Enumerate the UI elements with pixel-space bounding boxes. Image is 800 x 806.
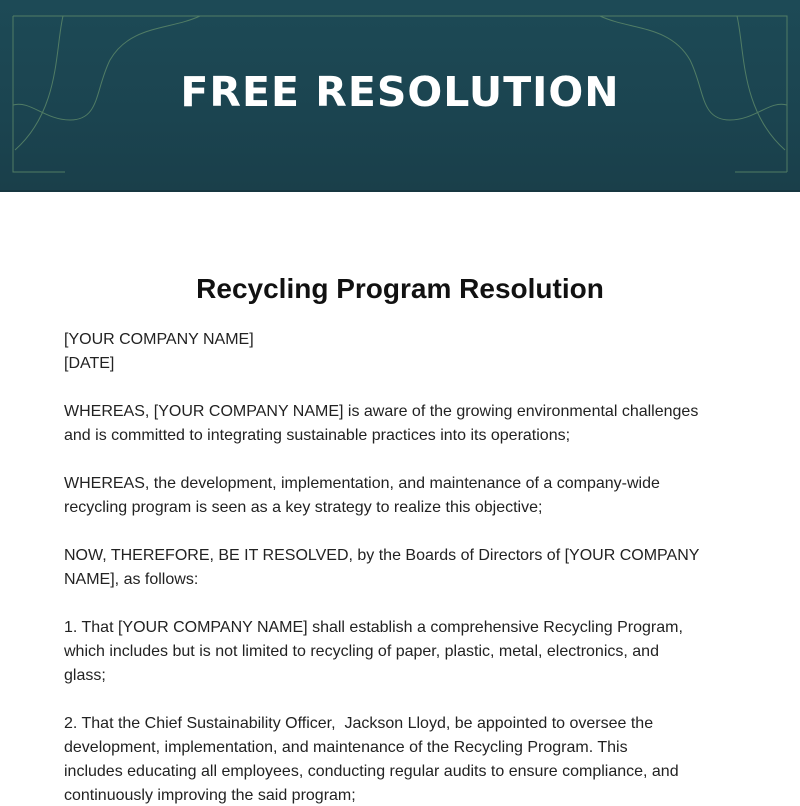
whereas-1-line-2: and is committed to integrating sustainable practices into its operations;: [64, 427, 571, 444]
resolved-line-2: NAME], as follows:: [64, 571, 199, 588]
item-2-line-2: development, implementation, and maintenance of the Recycling Program. This: [64, 739, 628, 756]
whereas-1-line-1: WHEREAS, [YOUR COMPANY NAME] is aware of the growing environmental challenges: [64, 403, 699, 420]
company-name-line: [YOUR COMPANY NAME]: [64, 331, 254, 348]
document-title: Recycling Program Resolution: [196, 273, 604, 304]
item-2-line-3: includes educating all employees, conducting regular audits to ensure compliance, and: [64, 763, 679, 780]
item-1-line-1: 1. That [YOUR COMPANY NAME] shall establish a comprehensive Recycling Program,: [64, 619, 683, 636]
header-banner: [0, 0, 800, 192]
whereas-2-line-1: WHEREAS, the development, implementation, and maintenance of a company-wide: [64, 475, 660, 492]
item-2-line-1: 2. That the Chief Sustainability Officer, Jackson Lloyd, be appointed to oversee the: [64, 715, 654, 732]
item-1-line-2: which includes but is not limited to recycling of paper, plastic, metal, electronics, and: [64, 643, 659, 660]
banner-title: FREE RESOLUTION: [180, 68, 620, 116]
resolved-line-1: NOW, THEREFORE, BE IT RESOLVED, by the Boards of Directors of [YOUR COMPANY: [64, 547, 700, 564]
date-line: [DATE]: [64, 355, 115, 372]
item-1-line-3: glass;: [64, 667, 106, 684]
item-2-line-4: continuously improving the said program;: [64, 787, 356, 804]
whereas-2-line-2: recycling program is seen as a key strategy to realize this objective;: [64, 499, 543, 516]
